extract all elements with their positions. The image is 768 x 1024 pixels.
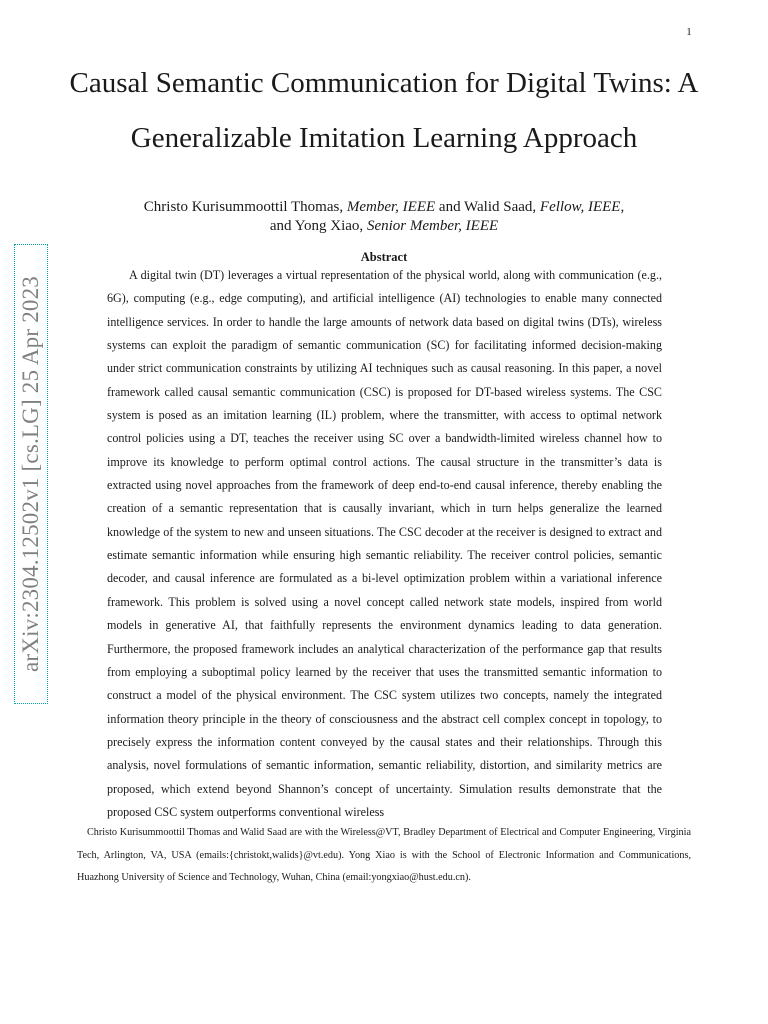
author-name-saad: and Walid Saad,: [435, 199, 540, 215]
author-name-xiao: and Yong Xiao,: [269, 218, 367, 234]
author-block: [60, 198, 708, 236]
author-sep: ,: [620, 199, 625, 215]
abstract-heading: Abstract: [360, 250, 408, 264]
author-line-2: [60, 217, 708, 236]
author-affil-saad: Fellow, IEEE: [539, 199, 621, 215]
page-number: 1: [686, 26, 692, 38]
affiliation-footnote: Christo Kurisummoottil Thomas and Walid Saad are with the Wireless@VT, Bradley Department of Electrical and Computer Engineering, Virginia Tech, Arlington, VA, USA (emails:{christokt,walids}@vt.edu). Yong Xiao is with the School of Electronic Information and Communications, Huazhong University of Science and Technology, Wuhan, China (email:yongxiao@hust.edu.cn).: [77, 827, 691, 883]
author-line-1: [60, 198, 708, 217]
abstract-body: A digital twin (DT) leverages a virtual representation of the physical world, along with communication (e.g., 6G), computing (e.g., edge computing), and artificial intelligence (AI) technologies to enable many connected intelligence services. In order to handle the large amounts of network data based on digital twins (DTs), wireless systems can exploit the paradigm of semantic communication (SC) for facilitating informed decision-making under strict communication constraints by utilizing AI techniques such as causal reasoning. In this paper, a novel framework called causal semantic communication (CSC) is proposed for DT-based wireless systems. The CSC system is posed as an imitation learning (IL) problem, where the transmitter, with access to optimal network control policies using a DT, teaches the receiver using SC over a bandwidth-limited wireless channel how to improve its knowledge to perform optimal control actions. The causal structure in the transmitter’s data is extracted using novel approaches from the framework of deep end-to-end causal inference, thereby enabling the creation of a semantic representation that is causally invariant, which in turn helps generalize the learned knowledge of the system to new and unseen situations. The CSC decoder at the receiver is designed to extract and estimate semantic information while ensuring high semantic reliability. The receiver control policies, semantic decoder, and causal inference are formulated as a bi-level optimization problem within a variational inference framework. This problem is solved using a novel concept called network state models, inspired from world models in generative AI, that faithfully represents the environment dynamics leading to data generation. Furthermore, the proposed framework includes an analytical characterization of the performance gap that results from employing a suboptimal policy learned by the receiver that uses the transmitted semantic information to construct a model of the physical environment. The CSC system utilizes two concepts, namely the integrated information theory principle in the theory of consciousness and the abstract cell complex concept in topology, to precisely express the information content conveyed by the causal states and their relationships. Through this analysis, novel formulations of semantic information, semantic reliability, distortion, and similarity metrics are proposed, which extend beyond Shannon’s concept of uncertainty. Simulation results demonstrate that the proposed CSC system outperforms conventional wireless: [107, 268, 662, 819]
author-name-thomas: Christo Kurisummoottil Thomas,: [143, 199, 347, 215]
paper-title: Causal Semantic Communication for Digital Twins: A Generalizable Imitation Learning Approach: [69, 67, 699, 154]
arxiv-stamp: arXiv:2304.12502v1 [cs.LG] 25 Apr 2023: [18, 276, 43, 672]
author-affil-thomas: Member, IEEE: [346, 199, 436, 215]
author-affil-xiao: Senior Member, IEEE: [366, 218, 499, 234]
